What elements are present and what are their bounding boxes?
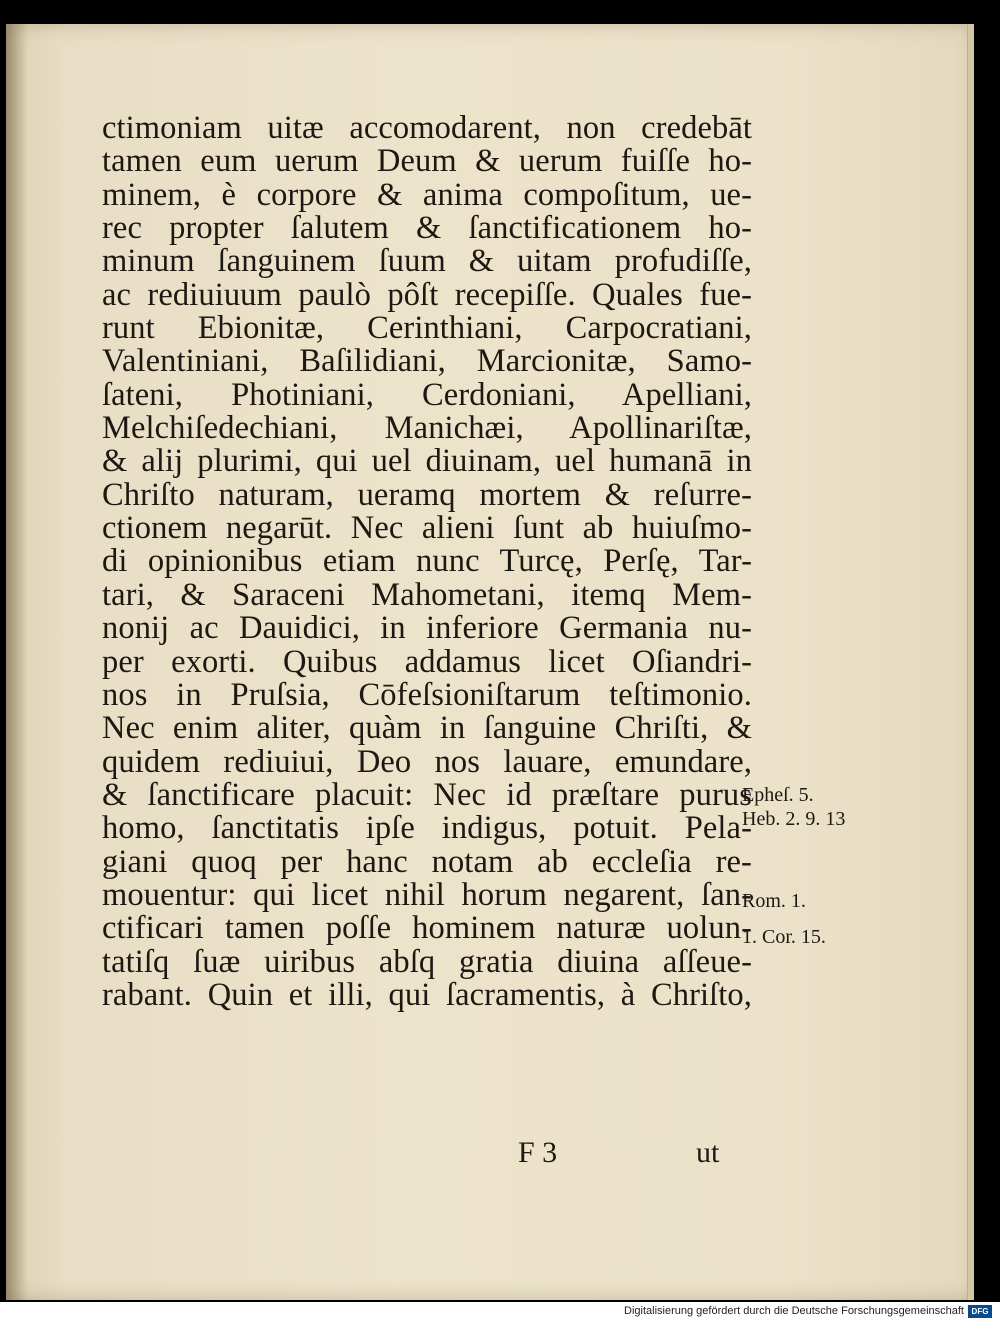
text-line: minum ſanguinem ſuum & uitam profudiſſe,	[102, 243, 752, 280]
text-line: tari, & Saraceni Mahometani, itemq Mem-	[102, 576, 752, 613]
text-line: ctionem negarūt. Nec alieni ſunt ab huiuſmo-	[102, 510, 752, 547]
text-line: & alij plurimi, qui uel diuinam, uel humanā in	[102, 443, 752, 480]
margin-note-cor: 1. Cor. 15.	[742, 926, 826, 948]
text-line: rec propter ſalutem & ſanctificationem ho-	[102, 210, 752, 247]
text-line: quidem rediuiui, Deo nos lauare, emundare,	[102, 743, 752, 780]
text-line: giani quoq per hanc notam ab eccleſia re-	[102, 843, 752, 880]
margin-note-heb: Heb. 2. 9. 13	[742, 808, 846, 830]
text-line: ctificari tamen poſſe hominem naturæ uolun-	[102, 910, 752, 947]
dfg-logo: DFG	[968, 1305, 992, 1318]
text-line: nonij ac Dauidici, in inferiore Germania nu-	[102, 610, 752, 647]
margin-note-ephes: Epheſ. 5.	[742, 784, 814, 806]
text-line: mouentur: qui licet nihil horum negarent, ſan-	[102, 876, 752, 913]
text-line: nos in Pruſsia, Cōfeſsioniſtarum teſtimonio.	[102, 676, 752, 713]
text-line: di opinionibus etiam nunc Turcę, Perſę, Tar-	[102, 543, 752, 580]
text-line: ctimoniam uitæ accomodarent, non credebāt	[102, 110, 752, 146]
spine-shadow	[6, 24, 28, 1300]
funding-credit: Digitalisierung gefördert durch die Deutsche Forschungsgemeinschaft	[624, 1305, 964, 1317]
catchword: ut	[696, 1136, 720, 1169]
signature-mark: F 3	[518, 1136, 558, 1169]
text-line: Melchiſedechiani, Manichæi, Apollinariſtæ,	[102, 410, 752, 447]
book-page	[6, 24, 974, 1300]
text-line: tamen eum uerum Deum & uerum fuiſſe ho-	[102, 143, 752, 180]
text-line: ſateni, Photiniani, Cerdoniani, Apelliani,	[102, 376, 752, 413]
text-line: homo, ſanctitatis ipſe indigus, potuit. Pela-	[102, 810, 752, 847]
text-line: & ſanctificare placuit: Nec id præſtare purus	[102, 776, 752, 813]
text-line: runt Ebionitæ, Cerinthiani, Carpocratiani,	[102, 310, 752, 347]
footer-bar	[0, 1302, 1000, 1322]
text-line: minem, è corpore & anima compoſitum, ue-	[102, 176, 752, 213]
text-line: rabant. Quin et illi, qui ſacramentis, à Chriſto,	[102, 976, 752, 1013]
text-line: Chriſto naturam, ueramq mortem & reſurre-	[102, 476, 752, 513]
body-text	[102, 112, 752, 1012]
text-line: ac rediuiuum paulò pôſt recepiſſe. Quales fue-	[102, 276, 752, 313]
text-line: Valentiniani, Baſilidiani, Marcionitæ, Samo-	[102, 343, 752, 380]
text-line: tatiſq ſuæ uiribus abſq gratia diuina aſſeue-	[102, 943, 752, 980]
text-line: per exorti. Quibus addamus licet Oſiandri-	[102, 643, 752, 680]
margin-note-rom: Rom. 1.	[742, 890, 806, 912]
text-line: Nec enim aliter, quàm in ſanguine Chriſti, &	[102, 710, 752, 747]
page-edge	[967, 24, 974, 1300]
